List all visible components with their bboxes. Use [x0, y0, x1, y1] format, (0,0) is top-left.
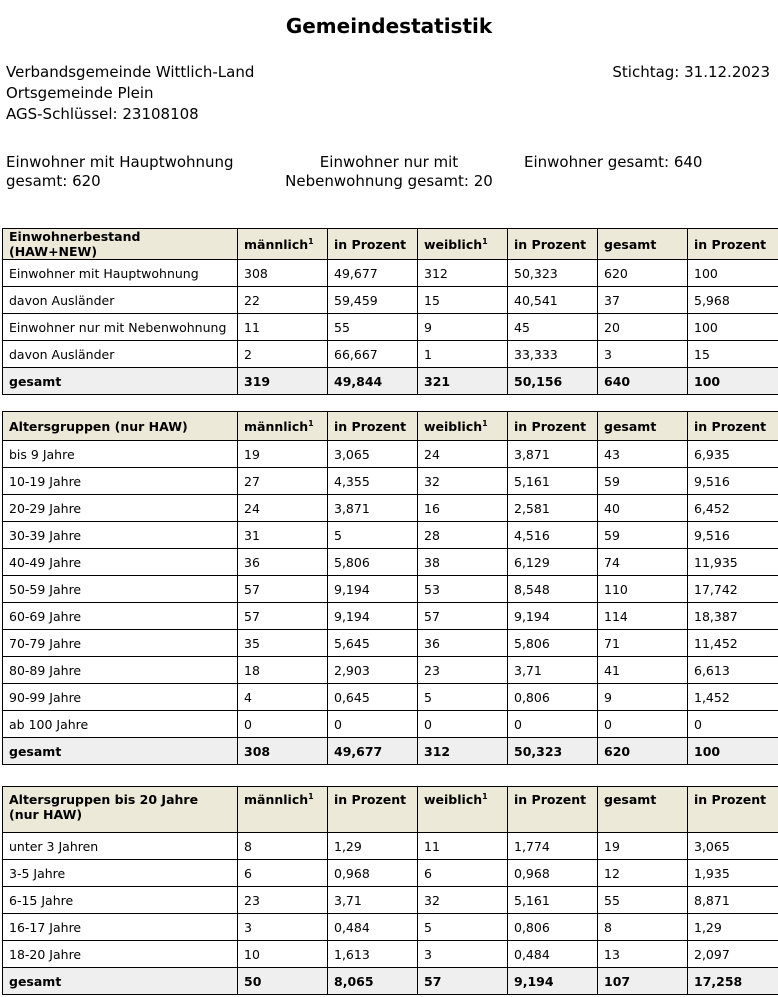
- row-label: 60-69 Jahre: [3, 603, 238, 630]
- age-groups-under-20-table: [2, 786, 778, 995]
- summary-secondary-residence-value: Nebenwohnung gesamt: 20: [285, 172, 493, 190]
- table-row: [3, 630, 778, 657]
- table-cell: 40,541: [508, 287, 598, 314]
- table-row: [3, 314, 778, 341]
- table-cell: 5,645: [328, 630, 418, 657]
- column-header: [508, 412, 598, 441]
- column-header-label: in Prozent: [334, 418, 407, 434]
- column-header-label: gesamt: [604, 792, 657, 807]
- column-header-label: Altersgruppen (nur HAW): [9, 418, 188, 434]
- footnote-marker: 1: [308, 418, 314, 428]
- column-header-label: in Prozent: [694, 792, 767, 807]
- column-header: [238, 412, 328, 441]
- column-header-label: männlich: [244, 418, 309, 434]
- table-cell: 1: [418, 341, 508, 368]
- table-cell: 20: [598, 314, 688, 341]
- table-cell: 3,871: [508, 441, 598, 468]
- column-header-label: in Prozent: [334, 792, 407, 807]
- table-cell: 28: [418, 522, 508, 549]
- column-header: [418, 787, 508, 833]
- column-header: [328, 229, 418, 260]
- table-row: [3, 549, 778, 576]
- table-cell: 31: [238, 522, 328, 549]
- table-cell: 43: [598, 441, 688, 468]
- column-header-label: Altersgruppen bis 20 Jahre (nur HAW): [9, 792, 199, 822]
- row-label: gesamt: [3, 368, 238, 395]
- row-label: Einwohner mit Hauptwohnung: [3, 260, 238, 287]
- column-header-label: Einwohnerbestand (HAW+NEW): [9, 229, 141, 259]
- footnote-marker: 1: [308, 236, 314, 246]
- table-cell: 6: [238, 860, 328, 887]
- column-header: [3, 229, 238, 260]
- table-cell: 49,844: [328, 368, 418, 395]
- table-row: [3, 914, 778, 941]
- table-cell: 1,613: [328, 941, 418, 968]
- table-cell: 0: [508, 711, 598, 738]
- table-row: [3, 468, 778, 495]
- table-row: [3, 738, 778, 765]
- table-row: [3, 833, 778, 860]
- table-cell: 9,516: [688, 468, 778, 495]
- table-cell: 5,806: [328, 549, 418, 576]
- row-label: 6-15 Jahre: [3, 887, 238, 914]
- column-header: [688, 412, 778, 441]
- table-cell: 620: [598, 260, 688, 287]
- table-cell: 16: [418, 495, 508, 522]
- table-row: [3, 711, 778, 738]
- summary-main-residence-value: gesamt: 620: [6, 172, 101, 190]
- table-cell: 32: [418, 468, 508, 495]
- row-label: gesamt: [3, 738, 238, 765]
- table-cell: 12: [598, 860, 688, 887]
- column-header: [598, 229, 688, 260]
- table-cell: 59,459: [328, 287, 418, 314]
- table-cell: 17,258: [688, 968, 778, 995]
- table-cell: 0,968: [328, 860, 418, 887]
- table-cell: 6,452: [688, 495, 778, 522]
- table-cell: 100: [688, 260, 778, 287]
- column-header-label: in Prozent: [514, 236, 587, 252]
- table-cell: 8: [598, 914, 688, 941]
- table-cell: 640: [598, 368, 688, 395]
- table-cell: 18,387: [688, 603, 778, 630]
- table-header-row: [3, 787, 778, 833]
- row-label: 30-39 Jahre: [3, 522, 238, 549]
- summary-secondary-residence-label: Einwohner nur mit: [319, 153, 459, 171]
- table-cell: 3: [238, 914, 328, 941]
- table-cell: 19: [598, 833, 688, 860]
- table-cell: 0: [598, 711, 688, 738]
- table-cell: 0: [328, 711, 418, 738]
- table-cell: 55: [328, 314, 418, 341]
- ortsgemeinde: Ortsgemeinde Plein: [6, 84, 154, 102]
- table-row: [3, 657, 778, 684]
- table-row: [3, 341, 778, 368]
- table-cell: 71: [598, 630, 688, 657]
- row-label: bis 9 Jahre: [3, 441, 238, 468]
- table-cell: 0,806: [508, 684, 598, 711]
- table-row: [3, 368, 778, 395]
- row-label: 18-20 Jahre: [3, 941, 238, 968]
- row-label: 90-99 Jahre: [3, 684, 238, 711]
- table-cell: 3,065: [328, 441, 418, 468]
- reference-date: Stichtag: 31.12.2023: [612, 63, 770, 81]
- table-cell: 3: [418, 941, 508, 968]
- table-cell: 114: [598, 603, 688, 630]
- footnote-marker: 1: [482, 236, 488, 246]
- column-header-label: gesamt: [604, 418, 657, 434]
- table-cell: 0: [418, 711, 508, 738]
- column-header: [508, 787, 598, 833]
- row-label: Einwohner nur mit Nebenwohnung: [3, 314, 238, 341]
- age-groups-table: [2, 411, 778, 765]
- table-cell: 35: [238, 630, 328, 657]
- table-cell: 13: [598, 941, 688, 968]
- table-cell: 8,871: [688, 887, 778, 914]
- table-cell: 15: [688, 341, 778, 368]
- column-header-label: weiblich: [424, 236, 483, 252]
- column-header: [508, 229, 598, 260]
- table-cell: 9: [598, 684, 688, 711]
- column-header-label: weiblich: [424, 792, 483, 807]
- table-cell: 23: [418, 657, 508, 684]
- table-cell: 0,484: [508, 941, 598, 968]
- column-header-label: in Prozent: [514, 792, 587, 807]
- table-cell: 50: [238, 968, 328, 995]
- table-cell: 321: [418, 368, 508, 395]
- table-row: [3, 684, 778, 711]
- table-cell: 5,161: [508, 887, 598, 914]
- table-cell: 22: [238, 287, 328, 314]
- population-table: [2, 228, 778, 395]
- table-cell: 308: [238, 260, 328, 287]
- table-row: [3, 260, 778, 287]
- table-cell: 2,581: [508, 495, 598, 522]
- column-header-label: in Prozent: [694, 418, 767, 434]
- table-row: [3, 941, 778, 968]
- table-cell: 66,667: [328, 341, 418, 368]
- table-cell: 5: [418, 914, 508, 941]
- table-cell: 1,452: [688, 684, 778, 711]
- table-cell: 4,516: [508, 522, 598, 549]
- row-label: davon Ausländer: [3, 287, 238, 314]
- table-cell: 50,156: [508, 368, 598, 395]
- summary-total: Einwohner gesamt: 640: [524, 153, 703, 171]
- table-cell: 24: [418, 441, 508, 468]
- table-cell: 100: [688, 738, 778, 765]
- table-cell: 6,613: [688, 657, 778, 684]
- table-row: [3, 495, 778, 522]
- table-cell: 57: [238, 603, 328, 630]
- table-cell: 6,935: [688, 441, 778, 468]
- table-cell: 23: [238, 887, 328, 914]
- table-cell: 1,29: [328, 833, 418, 860]
- table-cell: 9: [418, 314, 508, 341]
- table-cell: 1,29: [688, 914, 778, 941]
- table-cell: 8: [238, 833, 328, 860]
- table-cell: 10: [238, 941, 328, 968]
- table-cell: 50,323: [508, 260, 598, 287]
- table-row: [3, 576, 778, 603]
- column-header: [598, 412, 688, 441]
- table-cell: 74: [598, 549, 688, 576]
- row-label: 16-17 Jahre: [3, 914, 238, 941]
- column-header: [418, 229, 508, 260]
- row-label: 20-29 Jahre: [3, 495, 238, 522]
- footnote-marker: 1: [482, 418, 488, 428]
- table-cell: 11: [238, 314, 328, 341]
- row-label: 40-49 Jahre: [3, 549, 238, 576]
- table-cell: 45: [508, 314, 598, 341]
- table-cell: 2: [238, 341, 328, 368]
- table-cell: 1,935: [688, 860, 778, 887]
- row-label: 50-59 Jahre: [3, 576, 238, 603]
- verbandsgemeinde: Verbandsgemeinde Wittlich-Land: [6, 63, 255, 81]
- table-cell: 32: [418, 887, 508, 914]
- row-label: 3-5 Jahre: [3, 860, 238, 887]
- table-cell: 9,516: [688, 522, 778, 549]
- table-cell: 100: [688, 314, 778, 341]
- column-header-label: in Prozent: [334, 236, 407, 252]
- municipality-info: [6, 62, 254, 125]
- column-header-label: in Prozent: [694, 236, 767, 252]
- table-cell: 9,194: [328, 603, 418, 630]
- table-row: [3, 887, 778, 914]
- column-header: [688, 229, 778, 260]
- table-cell: 5,161: [508, 468, 598, 495]
- table-cell: 41: [598, 657, 688, 684]
- table-cell: 0: [238, 711, 328, 738]
- table-cell: 2,903: [328, 657, 418, 684]
- table-cell: 5,968: [688, 287, 778, 314]
- column-header-label: gesamt: [604, 236, 657, 252]
- table-cell: 4,355: [328, 468, 418, 495]
- column-header-label: männlich: [244, 236, 309, 252]
- table-cell: 57: [418, 603, 508, 630]
- row-label: 70-79 Jahre: [3, 630, 238, 657]
- table-cell: 9,194: [508, 603, 598, 630]
- row-label: 10-19 Jahre: [3, 468, 238, 495]
- table-cell: 38: [418, 549, 508, 576]
- table-cell: 8,065: [328, 968, 418, 995]
- table-cell: 3,065: [688, 833, 778, 860]
- table-cell: 49,677: [328, 738, 418, 765]
- row-label: 80-89 Jahre: [3, 657, 238, 684]
- summary-secondary-residence: [270, 153, 508, 191]
- table-cell: 3,871: [328, 495, 418, 522]
- table-cell: 3,71: [508, 657, 598, 684]
- summary-main-residence-label: Einwohner mit Hauptwohnung: [6, 153, 234, 171]
- table-cell: 308: [238, 738, 328, 765]
- ags-key: AGS-Schlüssel: 23108108: [6, 105, 199, 123]
- column-header: [328, 412, 418, 441]
- table-cell: 6,129: [508, 549, 598, 576]
- footnote-marker: 1: [482, 791, 488, 801]
- table-cell: 50,323: [508, 738, 598, 765]
- table-cell: 15: [418, 287, 508, 314]
- table-cell: 55: [598, 887, 688, 914]
- row-label: ab 100 Jahre: [3, 711, 238, 738]
- table-cell: 6: [418, 860, 508, 887]
- table-header-row: [3, 229, 778, 260]
- table-cell: 33,333: [508, 341, 598, 368]
- column-header: [238, 787, 328, 833]
- column-header: [688, 787, 778, 833]
- table-cell: 110: [598, 576, 688, 603]
- table-cell: 11: [418, 833, 508, 860]
- table-cell: 57: [238, 576, 328, 603]
- table-row: [3, 522, 778, 549]
- table-cell: 319: [238, 368, 328, 395]
- table-cell: 17,742: [688, 576, 778, 603]
- column-header-label: männlich: [244, 792, 309, 807]
- footnote-marker: 1: [308, 791, 314, 801]
- table-cell: 5: [328, 522, 418, 549]
- table-cell: 27: [238, 468, 328, 495]
- table-cell: 24: [238, 495, 328, 522]
- row-label: davon Ausländer: [3, 341, 238, 368]
- table-row: [3, 287, 778, 314]
- table-header-row: [3, 412, 778, 441]
- table-cell: 36: [418, 630, 508, 657]
- table-cell: 59: [598, 522, 688, 549]
- row-label: gesamt: [3, 968, 238, 995]
- table-cell: 3,71: [328, 887, 418, 914]
- table-cell: 2,097: [688, 941, 778, 968]
- column-header: [3, 787, 238, 833]
- table-cell: 5,806: [508, 630, 598, 657]
- table-cell: 0,484: [328, 914, 418, 941]
- table-cell: 18: [238, 657, 328, 684]
- column-header: [238, 229, 328, 260]
- column-header: [418, 412, 508, 441]
- table-cell: 8,548: [508, 576, 598, 603]
- table-cell: 19: [238, 441, 328, 468]
- table-cell: 5: [418, 684, 508, 711]
- column-header-label: weiblich: [424, 418, 483, 434]
- table-cell: 49,677: [328, 260, 418, 287]
- table-cell: 11,452: [688, 630, 778, 657]
- table-cell: 4: [238, 684, 328, 711]
- table-cell: 57: [418, 968, 508, 995]
- table-cell: 107: [598, 968, 688, 995]
- table-cell: 620: [598, 738, 688, 765]
- table-cell: 0,645: [328, 684, 418, 711]
- table-cell: 0,806: [508, 914, 598, 941]
- row-label: unter 3 Jahren: [3, 833, 238, 860]
- column-header: [3, 412, 238, 441]
- table-row: [3, 441, 778, 468]
- table-cell: 53: [418, 576, 508, 603]
- table-cell: 9,194: [508, 968, 598, 995]
- table-cell: 100: [688, 368, 778, 395]
- column-header-label: in Prozent: [514, 418, 587, 434]
- table-cell: 0: [688, 711, 778, 738]
- table-cell: 37: [598, 287, 688, 314]
- table-cell: 59: [598, 468, 688, 495]
- table-cell: 312: [418, 260, 508, 287]
- summary-main-residence: [6, 153, 246, 191]
- table-row: [3, 860, 778, 887]
- table-cell: 312: [418, 738, 508, 765]
- column-header: [598, 787, 688, 833]
- table-cell: 0,968: [508, 860, 598, 887]
- table-cell: 36: [238, 549, 328, 576]
- table-cell: 1,774: [508, 833, 598, 860]
- table-cell: 11,935: [688, 549, 778, 576]
- table-row: [3, 603, 778, 630]
- table-cell: 3: [598, 341, 688, 368]
- page-title: Gemeindestatistik: [285, 14, 493, 38]
- table-row: [3, 968, 778, 995]
- table-cell: 40: [598, 495, 688, 522]
- table-cell: 9,194: [328, 576, 418, 603]
- column-header: [328, 787, 418, 833]
